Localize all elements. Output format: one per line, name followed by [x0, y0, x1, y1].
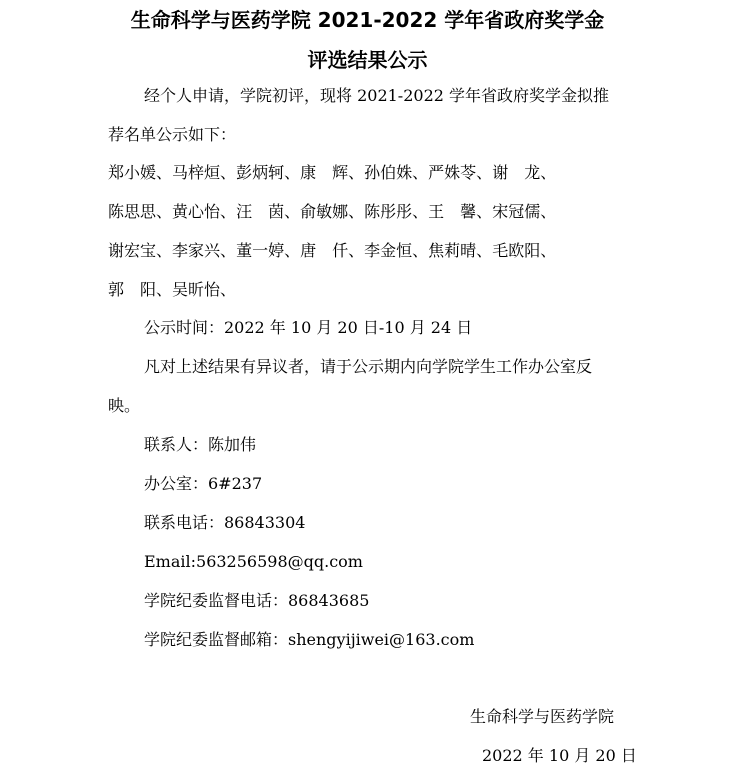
nominee-name: 吴昕怡 [172, 280, 221, 299]
contact-phone: 联系电话：86843304 [144, 513, 306, 532]
intro-text-line-2: 荐名单公示如下： [108, 125, 237, 144]
nominee-name: 焦莉晴 [428, 241, 477, 260]
name-row [108, 280, 236, 300]
name-separator: 、 [156, 202, 173, 221]
name-separator: 、 [220, 163, 237, 182]
name-row [108, 163, 556, 183]
nominee-name: 李家兴 [172, 241, 221, 260]
nominee-name: 董一婷 [236, 241, 285, 260]
name-separator: 、 [348, 202, 365, 221]
nominee-name: 王 馨 [428, 202, 477, 221]
nominee-name: 康 辉 [300, 163, 349, 182]
office-location: 办公室：6#237 [144, 474, 263, 493]
supervision-phone: 学院纪委监督电话：86843685 [144, 591, 370, 610]
nominee-name: 李金恒 [364, 241, 413, 260]
contact-person: 联系人：陈加伟 [144, 435, 257, 454]
name-separator: 、 [348, 163, 365, 182]
nominee-name: 彭炳轲 [236, 163, 285, 182]
name-row [108, 202, 556, 222]
name-separator: 、 [220, 241, 237, 260]
name-separator: 、 [156, 241, 173, 260]
name-separator: 、 [284, 202, 301, 221]
nominee-name: 谢宏宝 [108, 241, 157, 260]
name-separator: 、 [220, 202, 237, 221]
signature-date: 2022 年 10 月 20 日 [482, 746, 637, 765]
name-separator: 、 [540, 163, 557, 182]
name-separator: 、 [476, 241, 493, 260]
nominee-name: 郑小媛 [108, 163, 157, 182]
nominee-name: 宋冠儒 [492, 202, 541, 221]
nominee-name: 陈思思 [108, 202, 157, 221]
nominee-name: 俞敏娜 [300, 202, 349, 221]
nominee-name: 郭 阳 [108, 280, 157, 299]
supervision-email: 学院纪委监督邮箱：shengyijiwei@163.com [144, 630, 475, 649]
intro-text-line-1: 经个人申请，学院初评，现将 2021-2022 学年省政府奖学金拟推 [144, 86, 610, 105]
nominee-name: 孙伯姝 [364, 163, 413, 182]
name-separator: 、 [476, 163, 493, 182]
nominee-name: 毛欧阳 [492, 241, 541, 260]
signature-org: 生命科学与医药学院 [470, 707, 615, 726]
nominee-name: 汪 茵 [236, 202, 285, 221]
name-separator: 、 [156, 280, 173, 299]
nominee-name: 严姝苓 [428, 163, 477, 182]
contact-email: Email:563256598@qq.com [144, 552, 363, 571]
name-separator: 、 [412, 241, 429, 260]
name-separator: 、 [540, 241, 557, 260]
name-separator: 、 [412, 163, 429, 182]
page-title-line-1: 生命科学与医药学院 2021-2022 学年省政府奖学金 [130, 8, 605, 32]
name-separator: 、 [156, 163, 173, 182]
name-separator: 、 [220, 280, 237, 299]
nominee-name: 谢 龙 [492, 163, 541, 182]
name-separator: 、 [412, 202, 429, 221]
name-separator: 、 [540, 202, 557, 221]
nominee-name: 陈彤彤 [364, 202, 413, 221]
name-separator: 、 [284, 241, 301, 260]
nominee-name: 唐 仟 [300, 241, 349, 260]
nominee-name: 黄心怡 [172, 202, 221, 221]
name-separator: 、 [476, 202, 493, 221]
name-separator: 、 [284, 163, 301, 182]
page-title-line-2: 评选结果公示 [307, 48, 428, 72]
name-separator: 、 [348, 241, 365, 260]
objection-text-line-1: 凡对上述结果有异议者，请于公示期内向学院学生工作办公室反 [144, 357, 593, 376]
announcement-period: 公示时间：2022 年 10 月 20 日-10 月 24 日 [144, 318, 473, 337]
objection-text-line-2: 映。 [108, 396, 141, 415]
nominee-name: 马梓烜 [172, 163, 221, 182]
name-row [108, 241, 556, 261]
